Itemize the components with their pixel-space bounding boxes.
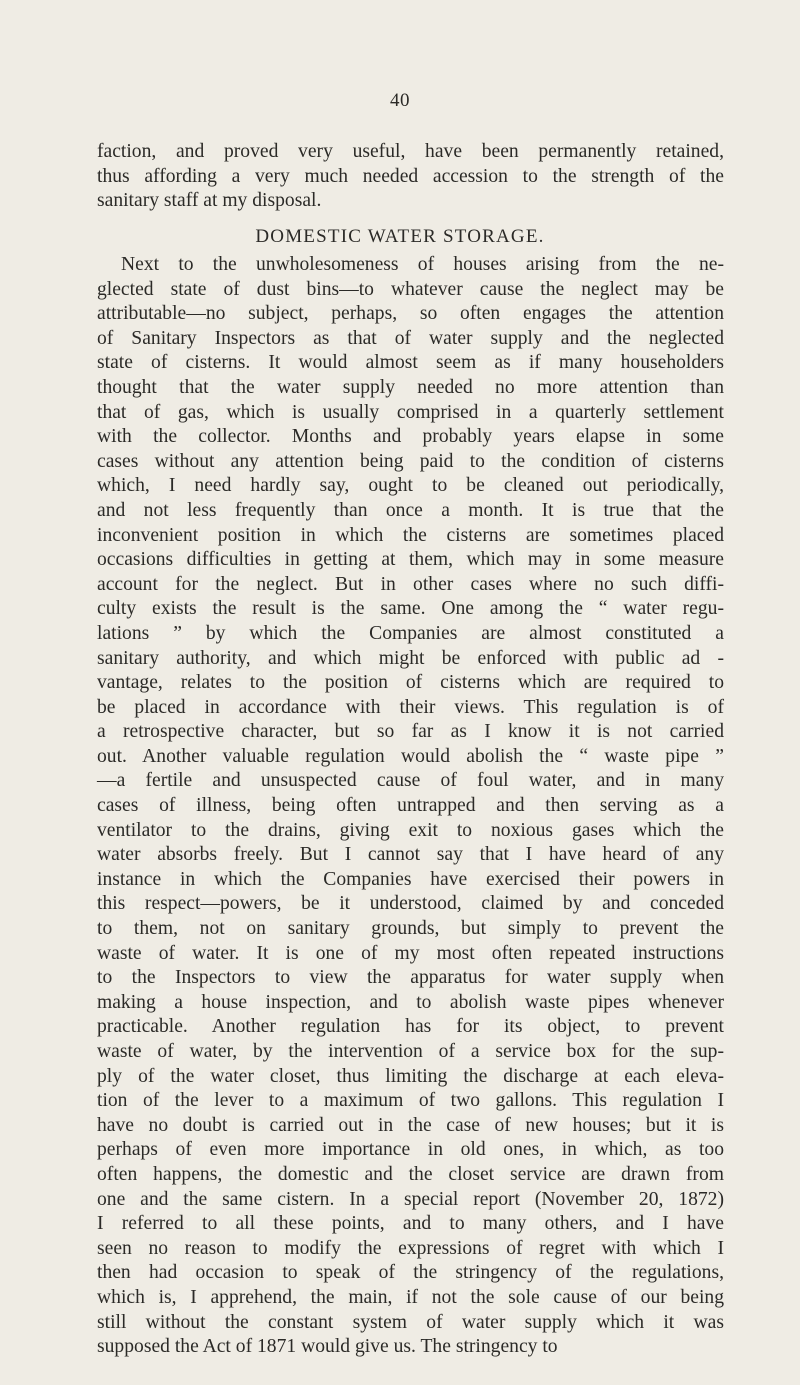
text-line: lations ” by which the Companies are almost constituted a [97, 622, 724, 644]
text-line: instance in which the Companies have exercised their powers in [97, 868, 724, 890]
body-paragraph [97, 253, 724, 1360]
text-line: cases without any attention being paid to the condition of cisterns [97, 450, 724, 472]
text-line: attributable—no subject, perhaps, so often engages the attention [97, 303, 724, 325]
text-line: to them, not on sanitary grounds, but simply to prevent the [97, 918, 724, 940]
text-line: sanitary authority, and which might be enforced with public ad - [97, 647, 724, 669]
text-line: vantage, relates to the position of cisterns which are required to [97, 672, 724, 694]
section-heading: DOMESTIC WATER STORAGE. [255, 226, 545, 247]
text-line: occasions difficulties in getting at them, which may in some measure [97, 549, 724, 571]
text-line: perhaps of even more importance in old ones, in which, as too [97, 1139, 724, 1161]
text-line: out. Another valuable regulation would abolish the “ waste pipe ” [97, 745, 724, 767]
text-line: have no doubt is carried out in the case of new houses; but it is [97, 1114, 724, 1136]
text-line: which, I need hardly say, ought to be cleaned out periodically, [97, 475, 724, 497]
text-line: cases of illness, being often untrapped and then serving as a [97, 795, 724, 817]
intro-paragraph [97, 140, 724, 214]
text-line: of Sanitary Inspectors as that of water supply and the neglected [97, 327, 724, 349]
text-line: sanitary staff at my disposal. [97, 190, 322, 212]
text-line: thought that the water supply needed no more attention than [97, 376, 724, 398]
text-line: often happens, the domestic and the closet service are drawn from [97, 1163, 724, 1185]
text-line: Next to the unwholesomeness of houses arising from the ne- [121, 254, 724, 275]
text-line: inconvenient position in which the cisterns are sometimes placed [97, 524, 724, 546]
text-line: making a house inspection, and to abolish waste pipes whenever [97, 991, 724, 1013]
text-line: which is, I apprehend, the main, if not the sole cause of our being [97, 1286, 724, 1308]
text-line: supposed the Act of 1871 would give us. The stringency to [97, 1336, 558, 1358]
text-line: culty exists the result is the same. One among the “ water regu- [97, 598, 724, 620]
text-line: state of cisterns. It would almost seem as if many householders [97, 352, 724, 374]
text-line: then had occasion to speak of the stringency of the regulations, [97, 1262, 724, 1284]
text-line: faction, and proved very useful, have been permanently retained, [97, 141, 724, 162]
text-line: and not less frequently than once a month. It is true that the [97, 499, 724, 521]
text-line: —a fertile and unsuspected cause of foul water, and in many [97, 770, 724, 792]
text-line: account for the neglect. But in other cases where no such diffi- [97, 573, 724, 595]
text-line: water absorbs freely. But I cannot say that I have heard of any [97, 844, 724, 866]
text-line: be placed in accordance with their views. This regulation is of [97, 696, 724, 718]
text-line: practicable. Another regulation has for its object, to prevent [97, 1016, 724, 1038]
text-line: thus affording a very much needed accession to the strength of the [97, 165, 724, 187]
page-number: 40 [390, 90, 410, 111]
text-line: still without the constant system of water supply which it was [97, 1311, 724, 1333]
text-line: seen no reason to modify the expressions of regret with which I [97, 1237, 724, 1259]
text-line: a retrospective character, but so far as I know it is not carried [97, 721, 724, 743]
text-line: ply of the water closet, thus limiting the discharge at each eleva- [97, 1065, 724, 1087]
text-line: with the collector. Months and probably years elapse in some [97, 426, 724, 448]
text-line: I referred to all these points, and to many others, and I have [97, 1213, 724, 1235]
text-line: that of gas, which is usually comprised in a quarterly settlement [97, 401, 724, 423]
text-line: this respect—powers, be it understood, claimed by and conceded [97, 893, 724, 915]
text-line: one and the same cistern. In a special report (November 20, 1872) [97, 1188, 724, 1210]
text-line: ventilator to the drains, giving exit to noxious gases which the [97, 819, 724, 841]
text-line: glected state of dust bins—to whatever cause the neglect may be [97, 278, 724, 300]
text-line: waste of water, by the intervention of a service box for the sup- [97, 1041, 724, 1062]
text-line: to the Inspectors to view the apparatus for water supply when [97, 967, 724, 989]
text-line: waste of water. It is one of my most often repeated instructions [97, 942, 724, 964]
text-line: tion of the lever to a maximum of two gallons. This regulation I [97, 1090, 724, 1112]
